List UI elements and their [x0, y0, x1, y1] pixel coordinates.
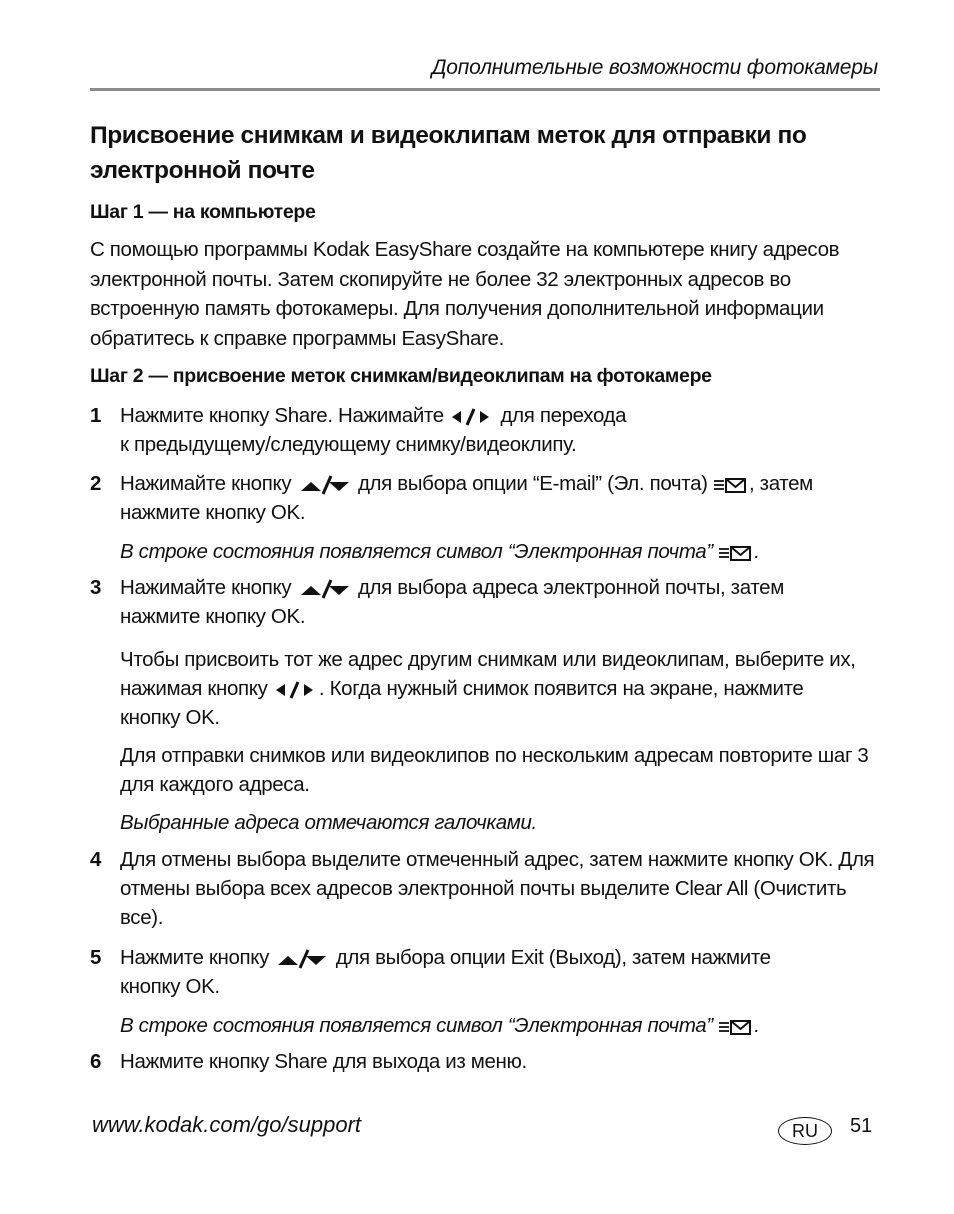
support-url: www.kodak.com/go/support: [92, 1112, 362, 1137]
item-5-number: 5: [90, 946, 102, 969]
language-badge: RU: [778, 1117, 832, 1145]
item-2-text-d: нажмите кнопку OK.: [120, 501, 306, 524]
left-right-arrows-icon: [273, 679, 319, 701]
email-icon: [713, 474, 749, 496]
item-3-note: Выбранные адреса отмечаются галочками.: [120, 811, 537, 834]
item-3-para2: Для отправки снимков или видеоклипов по нескольким адресам повторите шаг 3 для каждого адреса.: [120, 744, 869, 796]
item-1-text-c: к предыдущему/следующему снимку/видеоклипу.: [120, 433, 577, 456]
item-3-text-c: нажмите кнопку OK.: [120, 605, 306, 628]
item-3-para1-c: . Когда нужный снимок появится на экране, нажмите: [318, 677, 804, 700]
item-1-number: 1: [90, 404, 102, 427]
item-4-text: Для отмены выбора выделите отмеченный адрес, затем нажмите кнопку OK. Для отмены выбора всех адресов электронной почты выделите Clear All (Очистить все).: [120, 848, 875, 929]
item-2-text-a: Нажимайте кнопку: [120, 472, 292, 495]
email-icon: [718, 1016, 754, 1038]
item-5-note-end: .: [754, 1014, 760, 1037]
item-3-para1-d: кнопку OK.: [120, 706, 220, 729]
step2-heading: Шаг 2 — присвоение меток снимкам/видеоклипам на фотокамере: [90, 365, 712, 387]
item-6-number: 6: [90, 1050, 102, 1073]
item-1-text-a: Нажмите кнопку Share. Нажимайте: [120, 404, 444, 427]
item-4-number: 4: [90, 848, 102, 871]
item-3-para1-a: Чтобы присвоить тот же адрес другим снимкам или видеоклипам, выберите их,: [120, 648, 856, 671]
item-5-text-b: для выбора опции Exit (Выход), затем нажмите: [335, 946, 771, 969]
up-down-arrows-icon: [297, 577, 353, 601]
item-2-text-b: для выбора опции “E-mail” (Эл. почта): [357, 472, 708, 495]
item-2-note: [120, 537, 890, 566]
item-3-para1: [120, 645, 890, 732]
item-5-text-c: кнопку OK.: [120, 975, 220, 998]
item-2-note-text: В строке состояния появляется символ “Электронная почта”: [120, 540, 713, 563]
up-down-arrows-icon: [297, 473, 353, 497]
item-2-text-c: , затем: [748, 472, 813, 495]
item-3-text-b: для выбора адреса электронной почты, затем: [357, 576, 784, 599]
running-header: Дополнительные возможности фотокамеры: [431, 56, 878, 79]
item-2-number: 2: [90, 472, 102, 495]
item-6-text: Нажмите кнопку Share для выхода из меню.: [120, 1050, 527, 1073]
email-icon: [718, 542, 754, 564]
header-rule: [90, 88, 880, 91]
step1-heading: Шаг 1 — на компьютере: [90, 201, 316, 223]
item-2-text: [120, 469, 890, 527]
item-2-note-end: .: [754, 540, 760, 563]
item-3-number: 3: [90, 576, 102, 599]
left-right-arrows-icon: [449, 406, 495, 428]
item-3-para1-b: нажимая кнопку: [120, 677, 268, 700]
item-5-text: [120, 943, 890, 1001]
item-1-text-b: для перехода: [500, 404, 627, 427]
item-3-text: [120, 573, 890, 631]
item-5-note: [120, 1011, 890, 1040]
step1-body: С помощью программы Kodak EasyShare создайте на компьютере книгу адресов электронной почты. Затем скопируйте не более 32 электронных адресов во встроенную память фотокамеры. Для получения дополнительной информации обратитесь к справке программы EasyShare.: [90, 238, 840, 350]
item-3-text-a: Нажимайте кнопку: [120, 576, 292, 599]
item-1-text: [120, 401, 890, 459]
page-number: 51: [850, 1115, 873, 1137]
item-5-text-a: Нажмите кнопку: [120, 946, 270, 969]
page-title: Присвоение снимкам и видеоклипам меток для отправки по электронной почте: [90, 122, 807, 184]
up-down-arrows-icon: [274, 947, 330, 971]
item-5-note-text: В строке состояния появляется символ “Электронная почта”: [120, 1014, 713, 1037]
